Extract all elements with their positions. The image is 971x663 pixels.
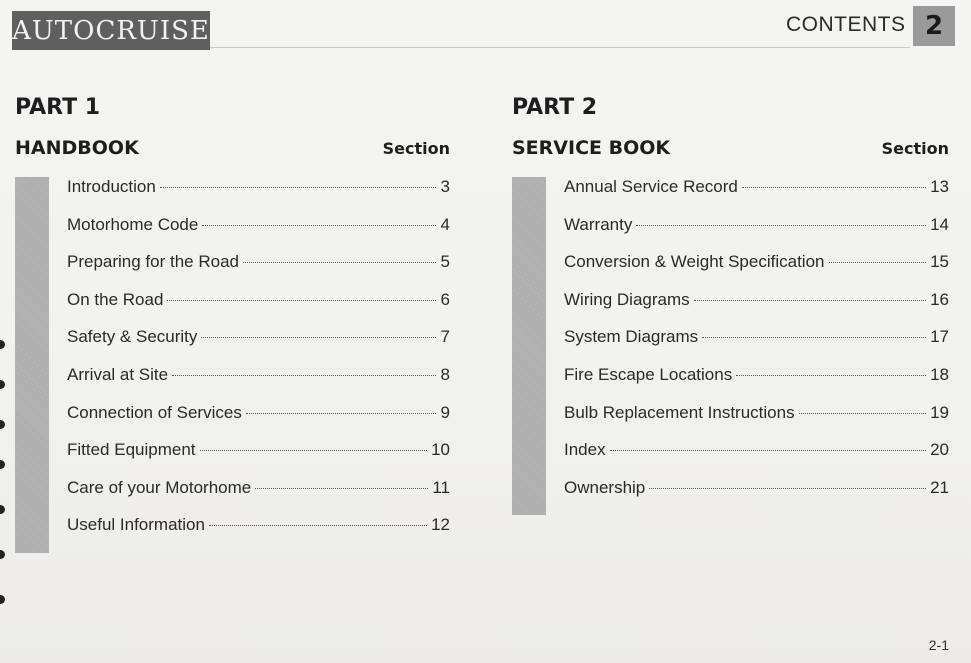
toc-entry-label: Connection of Services bbox=[67, 402, 242, 422]
toc-entry-label: Safety & Security bbox=[67, 327, 198, 347]
toc-leader-dots bbox=[636, 225, 926, 226]
binding-hole bbox=[0, 340, 5, 349]
toc-leader-dots bbox=[167, 300, 436, 301]
contents-label: CONTENTS bbox=[786, 13, 906, 36]
toc-entry-label: Fitted Equipment bbox=[67, 440, 196, 460]
toc-entry-section-number: 19 bbox=[930, 402, 949, 422]
toc-entry-label: Preparing for the Road bbox=[67, 252, 239, 272]
header-rule bbox=[210, 47, 910, 48]
part1-title: PART 1 bbox=[15, 95, 101, 120]
part1-column bbox=[15, 95, 450, 553]
toc-entry-section-number: 15 bbox=[930, 252, 949, 272]
toc-entry bbox=[67, 252, 450, 290]
part2-column bbox=[512, 95, 949, 515]
toc-leader-dots bbox=[649, 488, 926, 489]
part1-side-bar bbox=[15, 177, 49, 553]
binding-hole bbox=[0, 420, 5, 429]
toc-entry-label: On the Road bbox=[67, 289, 164, 309]
toc-entry-label: Warranty bbox=[564, 214, 633, 234]
binding-hole bbox=[0, 505, 5, 514]
toc-leader-dots bbox=[246, 413, 436, 414]
toc-entry-section-number: 9 bbox=[440, 402, 450, 422]
toc-leader-dots bbox=[243, 262, 436, 263]
toc-entry-label: Wiring Diagrams bbox=[564, 289, 690, 309]
toc-entry-label: Annual Service Record bbox=[564, 177, 738, 196]
toc-entry-section-number: 11 bbox=[432, 477, 450, 497]
toc-leader-dots bbox=[702, 337, 926, 338]
chapter-tab bbox=[913, 6, 955, 46]
toc-leader-dots bbox=[799, 413, 927, 414]
toc-entry bbox=[564, 365, 949, 403]
toc-leader-dots bbox=[255, 488, 428, 489]
toc-entry-label: Conversion & Weight Specification bbox=[564, 252, 825, 272]
toc-entry-label: Arrival at Site bbox=[67, 364, 169, 384]
part1-toc-list bbox=[49, 177, 450, 553]
toc-entry bbox=[67, 478, 450, 516]
toc-entry-label: Index bbox=[564, 440, 606, 460]
toc-entry-label: Introduction bbox=[67, 177, 156, 196]
toc-entry-label: Care of your Motorhome bbox=[67, 477, 252, 497]
toc-leader-dots bbox=[200, 450, 428, 451]
toc-leader-dots bbox=[736, 375, 926, 376]
toc-entry-section-number: 6 bbox=[440, 289, 450, 309]
toc-leader-dots bbox=[829, 262, 927, 263]
toc-entry-section-number: 8 bbox=[440, 364, 450, 384]
toc-entry-section-number: 17 bbox=[930, 327, 949, 347]
part2-side-bar bbox=[512, 177, 546, 515]
part2-toc bbox=[512, 177, 949, 515]
toc-leader-dots bbox=[209, 525, 427, 526]
toc-entry-label: Ownership bbox=[564, 477, 646, 497]
toc-entry bbox=[67, 290, 450, 328]
toc-entry bbox=[67, 177, 450, 215]
toc-entry bbox=[564, 177, 949, 215]
toc-entry-section-number: 10 bbox=[431, 440, 450, 460]
toc-leader-dots bbox=[202, 225, 436, 226]
toc-entry bbox=[67, 365, 450, 403]
toc-entry-label: Bulb Replacement Instructions bbox=[564, 402, 795, 422]
toc-entry-section-number: 20 bbox=[930, 440, 949, 460]
binding-hole bbox=[0, 460, 5, 469]
toc-entry-section-number: 4 bbox=[440, 214, 450, 234]
toc-entry-section-number: 7 bbox=[440, 327, 450, 347]
toc-entry bbox=[564, 478, 949, 516]
part1-section-heading: Section bbox=[382, 139, 450, 158]
part2-book-title: SERVICE BOOK bbox=[512, 137, 671, 159]
toc-leader-dots bbox=[694, 300, 926, 301]
part2-section-heading: Section bbox=[881, 139, 949, 158]
toc-entry-section-number: 12 bbox=[431, 515, 450, 535]
toc-entry-label: Fire Escape Locations bbox=[564, 364, 733, 384]
toc-entry-label: Useful Information bbox=[67, 515, 205, 535]
toc-entry-section-number: 5 bbox=[440, 252, 450, 272]
binding-hole bbox=[0, 380, 5, 389]
toc-entry bbox=[67, 215, 450, 253]
toc-entry bbox=[564, 290, 949, 328]
page-number: 2-1 bbox=[928, 637, 949, 653]
toc-entry-section-number: 14 bbox=[930, 214, 949, 234]
toc-entry bbox=[564, 440, 949, 478]
toc-entry bbox=[67, 515, 450, 553]
toc-entry-label: Motorhome Code bbox=[67, 214, 199, 234]
part2-title: PART 2 bbox=[512, 95, 598, 120]
binding-hole bbox=[0, 550, 5, 559]
toc-entry-section-number: 18 bbox=[930, 364, 949, 384]
toc-entry bbox=[67, 403, 450, 441]
toc-entry bbox=[564, 215, 949, 253]
binding-holes bbox=[0, 340, 6, 640]
toc-entry-section-number: 21 bbox=[930, 477, 949, 497]
toc-entry bbox=[67, 440, 450, 478]
part1-book-title: HANDBOOK bbox=[15, 137, 139, 159]
toc-entry bbox=[67, 327, 450, 365]
part2-toc-list bbox=[546, 177, 949, 515]
toc-entry-label: System Diagrams bbox=[564, 327, 699, 347]
part2-subheader bbox=[512, 137, 949, 163]
binding-hole bbox=[0, 595, 5, 604]
toc-leader-dots bbox=[201, 337, 436, 338]
part1-toc bbox=[15, 177, 450, 553]
toc-leader-dots bbox=[160, 187, 436, 188]
toc-entry-section-number: 3 bbox=[440, 177, 450, 196]
toc-entry-section-number: 16 bbox=[930, 289, 949, 309]
brand-name: AUTOCRUISE bbox=[12, 15, 210, 46]
toc-leader-dots bbox=[172, 375, 436, 376]
toc-leader-dots bbox=[742, 187, 926, 188]
chapter-number: 2 bbox=[924, 11, 944, 41]
toc-entry bbox=[564, 327, 949, 365]
toc-entry bbox=[564, 252, 949, 290]
toc-entry bbox=[564, 403, 949, 441]
toc-leader-dots bbox=[610, 450, 926, 451]
toc-entry-section-number: 13 bbox=[930, 177, 949, 196]
brand-logo bbox=[12, 11, 210, 50]
part1-subheader bbox=[15, 137, 450, 163]
